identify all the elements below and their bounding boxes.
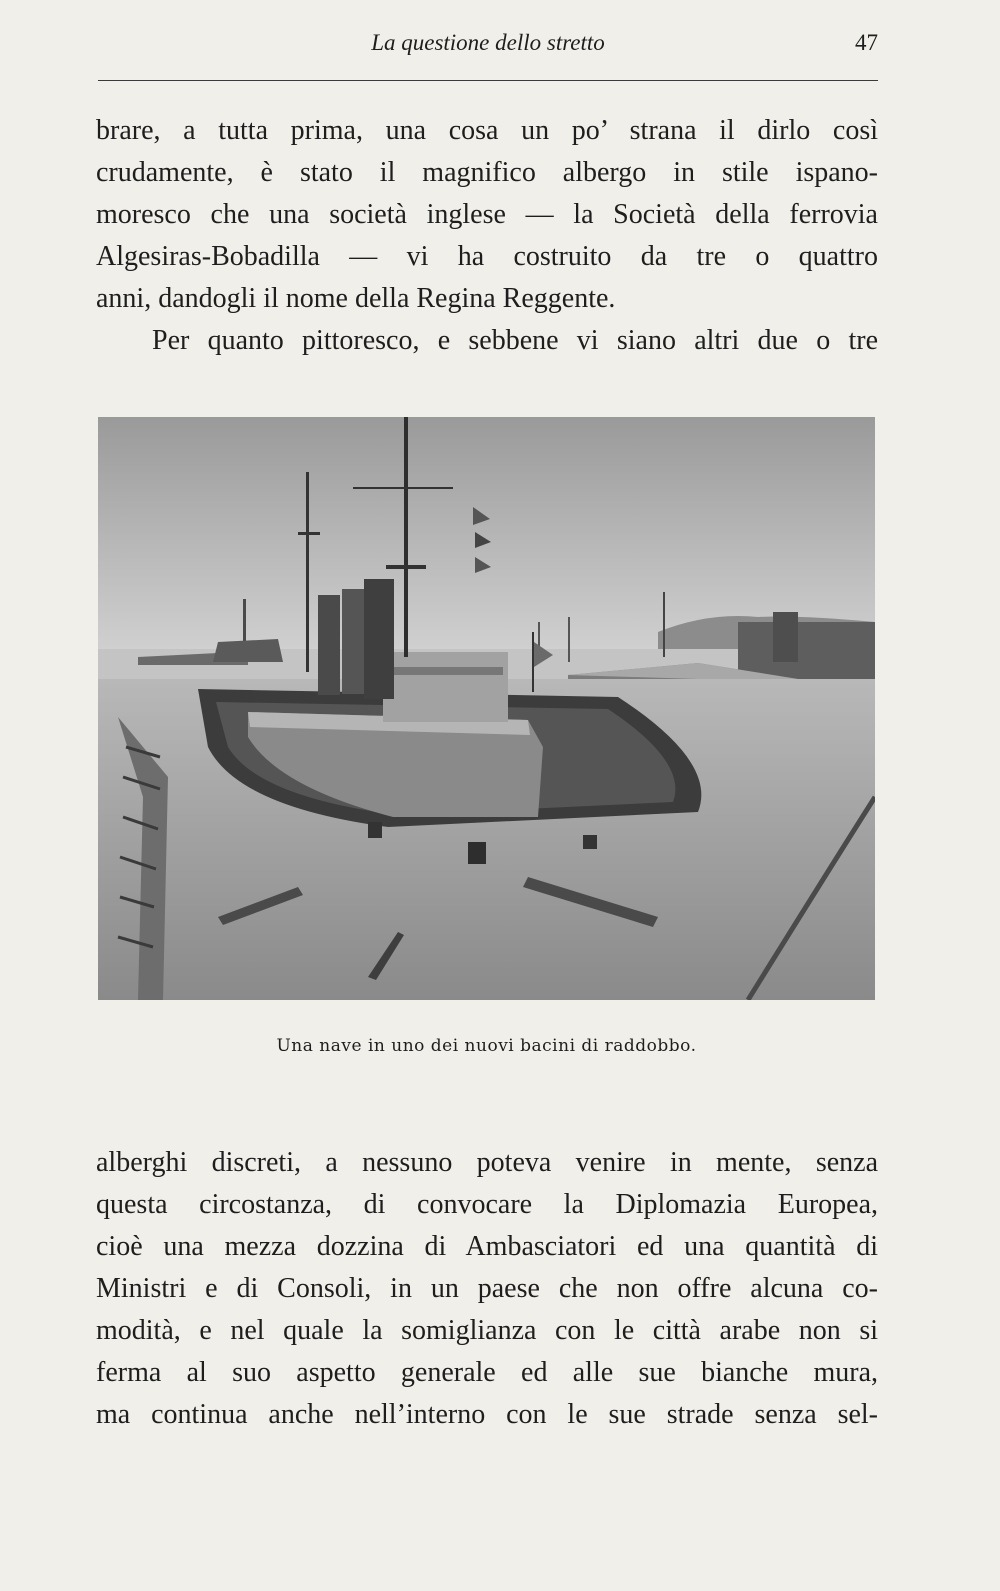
text-line: Per quanto pittoresco, e sebbene vi siano altri due o tre bbox=[152, 325, 878, 356]
text-line: alberghi discreti, a nessuno poteva venire in mente, senza bbox=[96, 1147, 878, 1178]
text-line: Algesiras-Bobadilla — vi ha costruito da tre o quattro bbox=[96, 241, 878, 272]
text-line: cioè una mezza dozzina di Ambasciatori ed una quantità di bbox=[96, 1231, 878, 1262]
text-line: crudamente, è stato il magnifico albergo in stile ispano- bbox=[96, 157, 878, 188]
text-line: anni, dandogli il nome della Regina Reggente. bbox=[96, 283, 616, 314]
text-line: questa circostanza, di convocare la Diplomazia Europea, bbox=[96, 1189, 878, 1220]
text-line: ferma al suo aspetto generale ed alle sue bianche mura, bbox=[96, 1357, 878, 1388]
body-text-bottom bbox=[96, 1142, 878, 1436]
ship-drydock-photo bbox=[98, 417, 875, 1000]
text-line: modità, e nel quale la somiglianza con le città arabe non si bbox=[96, 1315, 878, 1346]
figure-caption: Una nave in uno dei nuovi bacini di raddobbo. bbox=[276, 1036, 697, 1056]
text-line: Ministri e di Consoli, in un paese che non offre alcuna co- bbox=[96, 1273, 878, 1304]
running-head bbox=[98, 30, 878, 62]
text-line: ma continua anche nell’interno con le sue strade senza sel- bbox=[96, 1399, 878, 1430]
text-line: brare, a tutta prima, una cosa un po’ strana il dirlo così bbox=[96, 115, 878, 146]
running-title: La questione dello stretto bbox=[371, 30, 605, 55]
photo-illustration bbox=[98, 417, 875, 1000]
text-line: moresco che una società inglese — la Società della ferrovia bbox=[96, 199, 878, 230]
header-rule bbox=[98, 80, 878, 81]
page-number: 47 bbox=[855, 30, 878, 55]
body-text-top bbox=[96, 110, 878, 362]
